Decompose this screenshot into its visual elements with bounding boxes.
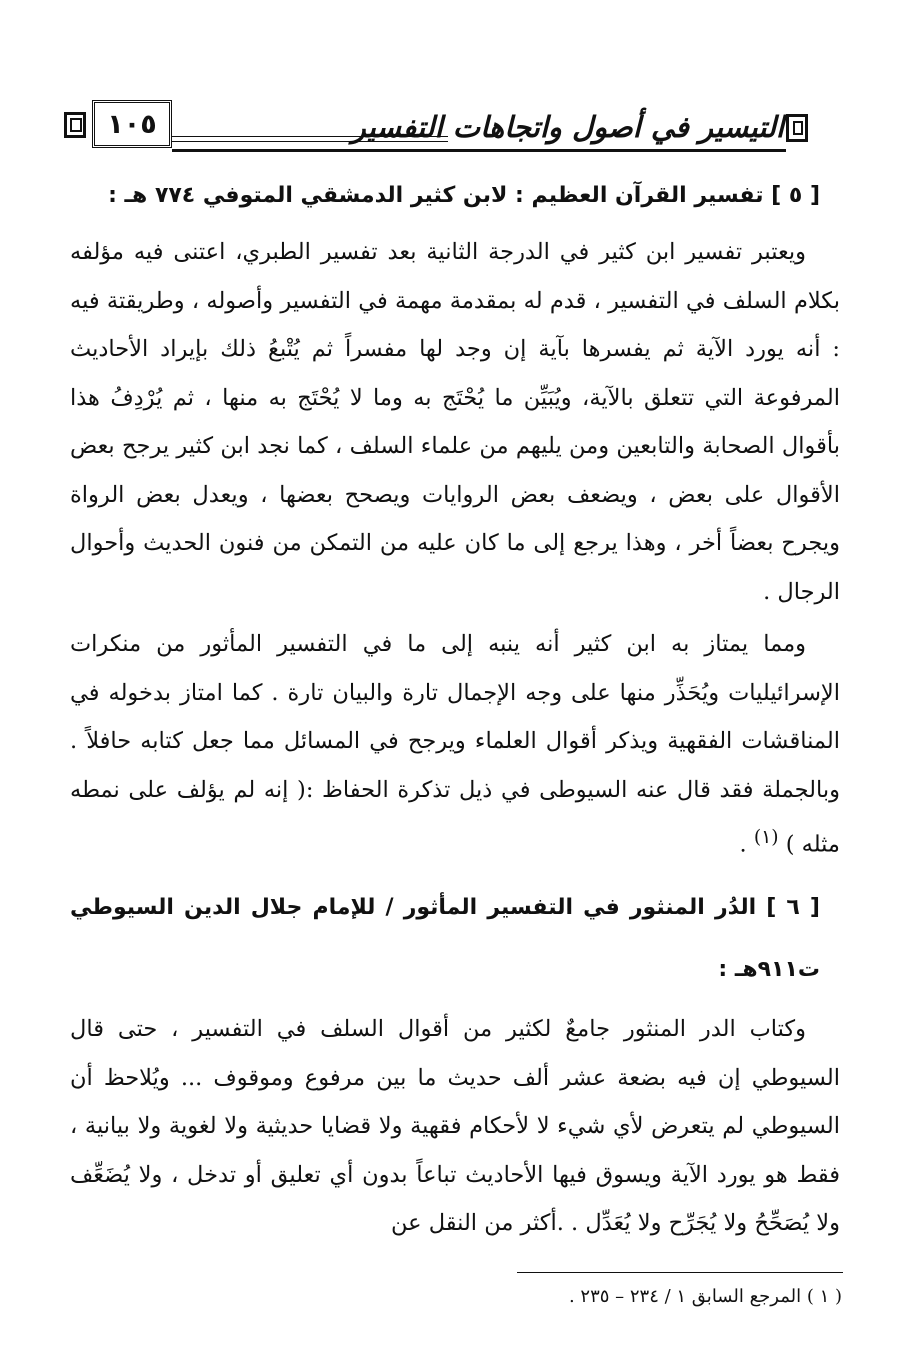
paragraph: وكتاب الدر المنثور جامعٌ لكثير من أقوال السلف في التفسير ، حتى قال السيوطي إن فيه بضعة عشر ألف حديث ما بين مرفوع وموقوف ... ويُلاحظ أن السيوطي لم يتعرض لأي شيء لا لأحكام فقهية ولا قضايا حديثية ولا لغوية ولا بيانية ، فقط هو يورد الآية ويسوق فيها الأحاديث تباعاً بدون أي تعليق أو تدخل ، ولا يُضَعِّف ولا يُصَحِّحُ ولا يُجَرِّح ولا يُعَدِّل . .أكثر من النقل عن <box>70 1016 840 1236</box>
paragraph: ويعتبر تفسير ابن كثير في الدرجة الثانية بعد تفسير الطبري، اعتنى فيه مؤلفه بكلام السلف في التفسير ، قدم له بمقدمة مهمة في التفسير وأصوله ، وطريقتة فيه : أنه يورد الآية ثم يفسرها بآية إن وجد لها مفسراً ثم يُتْبعُ ذلك بإيراد الأحاديث المرفوعة التي تتعلق بالآية، ويُبَيِّن ما يُحْتَج به وما لا يُحْتَج به منها ، ثم يُرْدِفُ هذا بأقوال الصحابة والتابعين ومن يليهم من علماء السلف ، كما نجد ابن كثير يرجح بعض الأقوال على بعض ، ويضعف بعض الروايات ويصحح بعضها ، ويعدل بعض الرواة ويجرح بعضاً أخر ، وهذا يرجع إلى ما كان عليه من التمكن من فنون الحديث وأحوال الرجال . <box>70 239 840 605</box>
page-body <box>70 170 840 1248</box>
header-rule <box>172 149 786 152</box>
paragraph-text: ومما يمتاز به ابن كثير أنه ينبه إلى ما في التفسير المأثور من منكرات الإسرائيليات ويُحَذِّر منها على وجه الإجمال تارة والبيان تارة . كما امتاز بدخوله في المناقشات الفقهية ويذكر أقوال العلماء ويرجح في المسائل مما جعل كتابه حافلاً . وبالجملة فقد قال عنه السيوطى في ذيل تذكرة الحفاظ :( إنه لم يؤلف على نمطه مثله ) <box>70 631 840 858</box>
footnote-rule <box>517 1272 843 1273</box>
paragraph-end: . <box>739 831 747 858</box>
footnote: ( ١ ) المرجع السابق ١ / ٢٣٤ – ٢٣٥ . <box>568 1286 842 1307</box>
section-heading: [ ٦ ] الدُر المنثور في التفسير المأثور / للإمام جلال الدين السيوطي ت٩١١هـ : <box>70 895 820 982</box>
footnote-reference: (١) <box>753 827 779 848</box>
book-title: التيسير في أصول واتجاهات التفسير <box>351 110 784 144</box>
paragraph <box>70 620 840 869</box>
section-heading: [ ٥ ] تفسير القرآن العظيم : لابن كثير الدمشقي المتوفي ٧٧٤ هـ : <box>108 183 820 208</box>
page-number: ١٠٥ <box>92 100 172 148</box>
header-ornament-left <box>64 112 86 138</box>
header-ornament-right <box>786 114 808 142</box>
running-header <box>64 96 844 156</box>
